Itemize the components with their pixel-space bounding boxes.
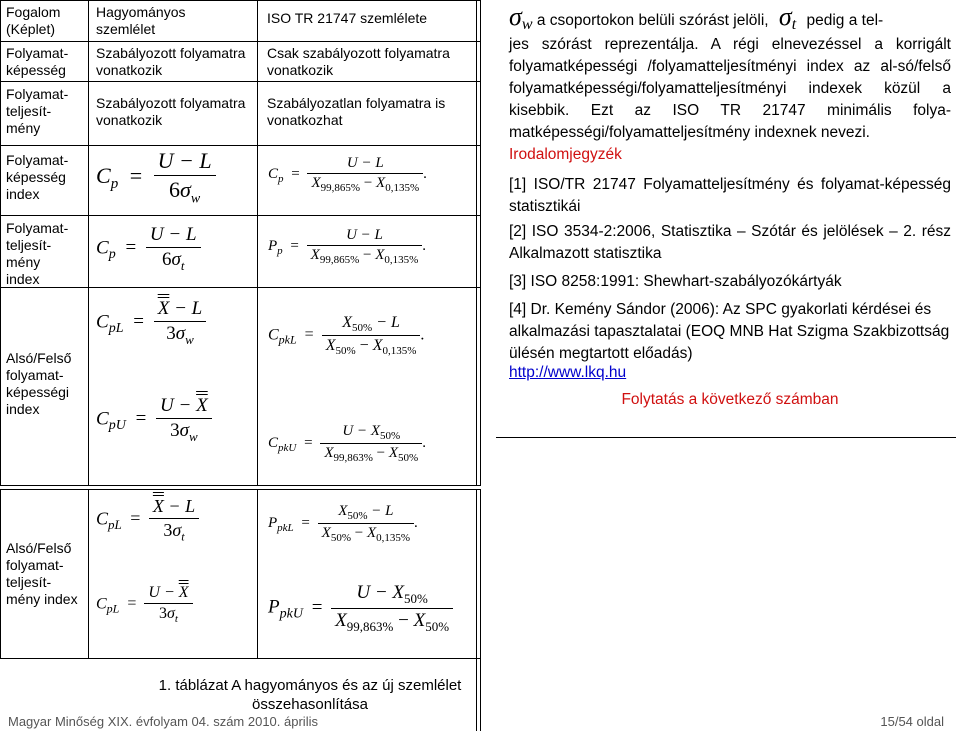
- formula-ppkl-iso: $P_{pkL}$ = $\frac{X_{50\%} - L}{X_{50\%} - X_{0,135\%}}$ .: [268, 503, 418, 544]
- intro-line: $\sigma_w$ a csoportokon belüli szórást jelöli, $\sigma_t$ pedig a tel-: [509, 2, 884, 34]
- row-iso-capability: Csak szabályozott folyamatra vonatkozik: [267, 45, 450, 78]
- row-label-performance: Folyamat-teljesít-mény: [6, 86, 69, 136]
- table-caption: 1. táblázat A hagyományos és az új szemlélet összehasonlítása: [158, 677, 462, 713]
- row-traditional-performance: Szabályozott folyamatra vonatkozik: [96, 95, 246, 128]
- intro-paragraph: jes szórást reprezentálja. A régi elnevezéssel a korrigált folyamatképességi /folyamatteljesítményi index az al-só/felső folyamatképességi/folyamatteljesítményi indexek közül a kisebbik. Ezt az ISO TR 21747 minimális folya-matképességi/folyamatteljesítmény indexnek nevezi.: [509, 36, 951, 141]
- header-concept: Fogalom (Képlet): [6, 4, 61, 37]
- formula-cpkl-iso: $C_{pkL}$ = $\frac{X_{50\%} - L}{X_{50\%} - X_{0,135\%}}$ .: [268, 314, 425, 358]
- row-iso-performance: Szabályozatlan folyamatra is vonatkozhat: [267, 95, 446, 128]
- row-label-performance-index: Folyamat-teljesít-mény index: [6, 220, 69, 287]
- continued-notice: Folytatás a következő számban: [621, 391, 839, 408]
- footer-page-number: 15/54 oldal: [880, 714, 944, 729]
- formula-cpu-traditional: $C_{pU}$ = $\frac{U - X}{3\sigma_w}$: [96, 395, 212, 445]
- formula-cpku-iso: $C_{pkU}$ = $\frac{U - X_{50\%}}{X_{99,863\%} - X_{50\%}}$ .: [268, 423, 426, 464]
- formula-ppu-traditional: $C_{pL}$ = $\frac{U - X}{3\sigma_t}$: [96, 584, 193, 625]
- formula-ppl-traditional: $C_{pL}$ = $\frac{X - L}{3\sigma_t}$: [96, 496, 199, 545]
- reference-link-wrap: [509, 364, 626, 382]
- separator-line: [496, 437, 956, 438]
- row-label-lu-capability-index: Alsó/Felső folyamat-képességi index: [6, 350, 72, 417]
- header-iso: ISO TR 21747 szemlélete: [267, 10, 428, 26]
- row-label-capability-index: Folyamat-képesség index: [6, 152, 69, 202]
- formula-pp-traditional: $C_p$ = $\frac{U - L}{6\sigma_t}$: [96, 224, 201, 274]
- formula-ppku-iso: $P_{pkU}$ = $\frac{U - X_{50\%}}{X_{99,863\%} - X_{50\%}}$: [268, 582, 453, 635]
- row-label-capability: Folyamat-képesség: [6, 45, 69, 78]
- reference-link[interactable]: http://www.lkq.hu: [509, 364, 627, 381]
- reference-1: [1] ISO/TR 21747 Folyamatteljesítmény és folyamat-képesség statisztikái: [509, 176, 951, 215]
- formula-cp-iso: $C_p$ = $\frac{U - L}{X_{99,865\%} - X_{0,135\%}}$ .: [268, 155, 427, 194]
- reference-3: [3] ISO 8258:1991: Shewhart-szabályozókártyák: [509, 273, 842, 290]
- reference-4: [4] Dr. Kemény Sándor (2006): Az SPC gyakorlati kérdései és alkalmazási tapasztalatai (EOQ MNB Hat Szigma Szakbizottság ülésén megtartott előadás): [509, 301, 950, 362]
- row-traditional-capability: Szabályozott folyamatra vonatkozik: [96, 45, 246, 78]
- formula-cp-traditional: $C_p$ = $\frac{U - L}{6\sigma_w}$: [96, 148, 216, 207]
- row-label-lu-performance-index: Alsó/Felső folyamat-teljesít-mény index: [6, 540, 78, 607]
- header-traditional: Hagyományos szemlélet: [96, 4, 186, 37]
- references-title: Irodalomjegyzék: [509, 146, 622, 163]
- footer-publication: Magyar Minőség XIX. évfolyam 04. szám 2010. április: [8, 714, 318, 729]
- formula-cpl-traditional: $C_{pL}$ = $\frac{X - L}{3\sigma_w}$: [96, 298, 206, 348]
- reference-2: [2] ISO 3534-2:2006, Statisztika – Szótár és jelölések – 2. rész Alkalmazott statisztika: [509, 223, 951, 262]
- formula-pp-iso: $P_p$ = $\frac{U - L}{X_{99,865\%} - X_{0,135\%}}$ .: [268, 227, 427, 266]
